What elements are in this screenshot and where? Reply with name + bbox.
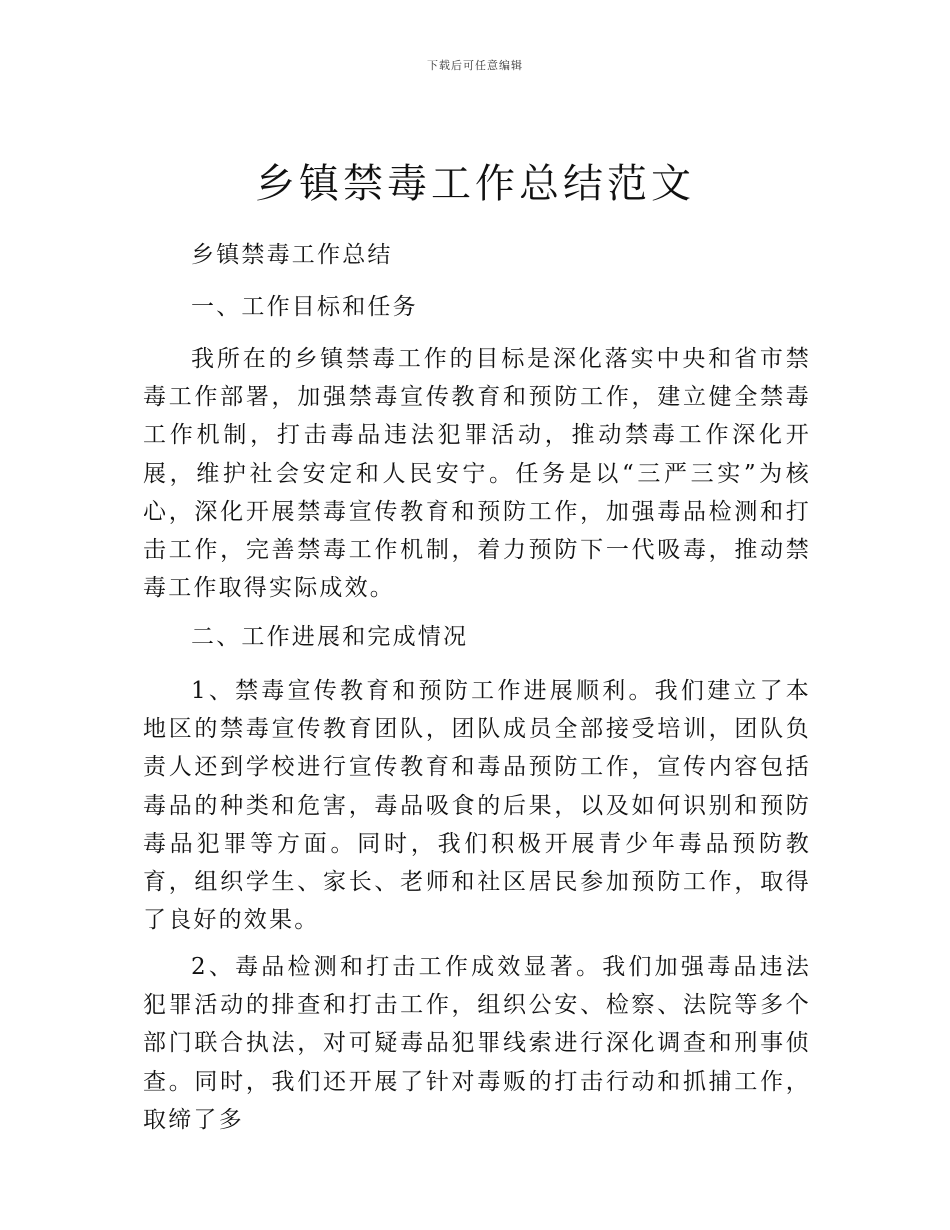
section-2-item-2: 2、毒品检测和打击工作成效显著。我们加强毒品违法犯罪活动的排查和打击工作，组织公安、检察、法院等多个部门联合执法，对可疑毒品犯罪线索进行深化调查和刑事侦查。同时，我们还开展了针对毒贩的打击行动和抓捕工作，取缔了多 [143,954,811,1133]
document-subtitle: 乡镇禁毒工作总结 [191,242,393,268]
section-1-heading: 一、工作目标和任务 [191,294,418,320]
document-title: 乡镇禁毒工作总结范文 [255,161,695,207]
section-2-item-1: 1、禁毒宣传教育和预防工作进展顺利。我们建立了本地区的禁毒宣传教育团队，团队成员全部接受培训，团队负责人还到学校进行宣传教育和毒品预防工作，宣传内容包括毒品的种类和危害，毒品吸食的后果，以及如何识别和预防毒品犯罪等方面。同时，我们积极开展青少年毒品预防教育，组织学生、家长、老师和社区居民参加预防工作，取得了良好的效果。 [143,678,811,934]
section-1-paragraph: 我所在的乡镇禁毒工作的目标是深化落实中央和省市禁毒工作部署，加强禁毒宣传教育和预防工作，建立健全禁毒工作机制，打击毒品违法犯罪活动，推动禁毒工作深化开展，维护社会安定和人民安宁。任务是以“三严三实”为核心，深化开展禁毒宣传教育和预防工作，加强毒品检测和打击工作，完善禁毒工作机制，着力预防下一代吸毒，推动禁毒工作取得实际成效。 [143,346,811,602]
section-2-heading: 二、工作进展和完成情况 [191,624,469,650]
header-note: 下载后可任意编辑 [427,59,523,72]
